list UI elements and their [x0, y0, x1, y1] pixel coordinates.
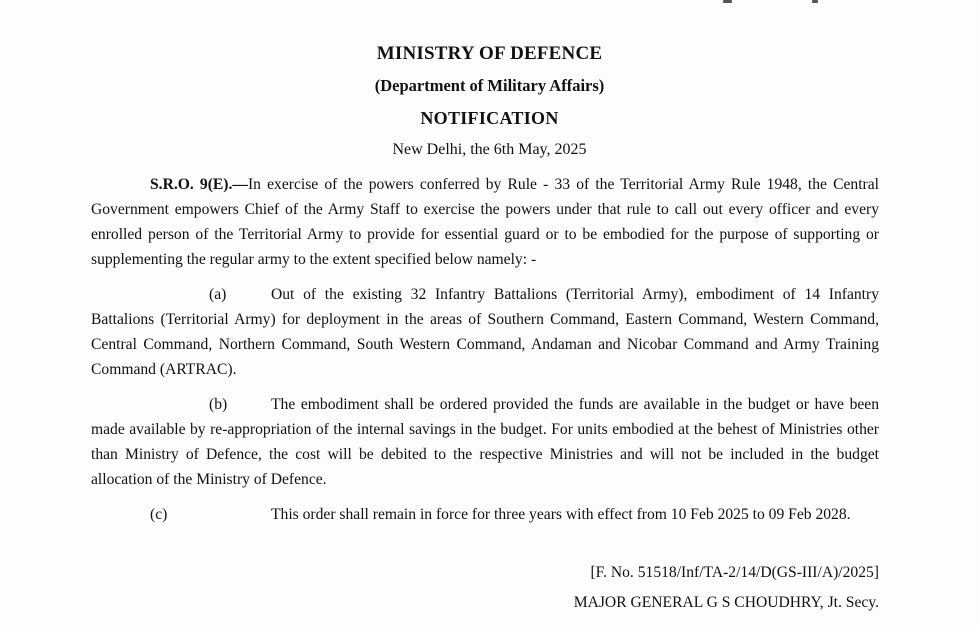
signatory: MAJOR GENERAL G S CHOUDHRY, Jt. Secy.: [573, 594, 879, 611]
document-type-heading: NOTIFICATION: [420, 108, 559, 128]
intro-paragraph: [91, 172, 879, 272]
intro-text: In exercise of the powers conferred by Rule - 33 of the Territorial Army Rule 1948, the Central Government empowers Chief of the Army Staff to exercise the powers under that rule to call out every officer and every enrolled person of the Territorial Army to provide for essential guard or to be embodied for the purpose of supporting or supplementing the regular army to the extent specified below namely: -: [91, 176, 879, 268]
file-number: [F. No. 51518/Inf/TA-2/14/D(GS-III/A)/2025]: [590, 564, 879, 581]
clause-text: Out of the existing 32 Infantry Battalions (Territorial Army), embodiment of 14 Infantry Battalions (Territorial Army) for deployment in the areas of Southern Command, Eastern Command, Western Command, Central Command, Northern Command, South Western Command, Andaman and Nicobar Command and Army Training Command (ARTRAC).: [91, 286, 879, 378]
clause-label: (a): [209, 286, 227, 303]
clause-text: This order shall remain in force for three years with effect from 10 Feb 2025 to 09 Feb 2028.: [271, 506, 851, 523]
sro-label: S.R.O. 9(E).—: [150, 176, 248, 193]
clause-b: [91, 392, 879, 492]
department-subtitle: (Department of Military Affairs): [374, 76, 605, 95]
clause-label: (c): [150, 506, 168, 523]
edge-mark: [723, 0, 732, 3]
place-date: New Delhi, the 6th May, 2025: [392, 141, 587, 158]
ministry-title: MINISTRY OF DEFENCE: [376, 43, 603, 64]
clause-text: The embodiment shall be ordered provided the funds are available in the budget or have been made available by re-appropriation of the internal savings in the budget. For units embodied at the behest of Ministries other than Ministry of Defence, the cost will be debited to the respective Ministries and will not be included in the budget allocation of the Ministry of Defence.: [91, 396, 879, 488]
edge-mark: [812, 0, 818, 3]
clause-label: (b): [209, 396, 228, 413]
clause-c: [91, 502, 879, 527]
clause-a: [91, 282, 879, 382]
